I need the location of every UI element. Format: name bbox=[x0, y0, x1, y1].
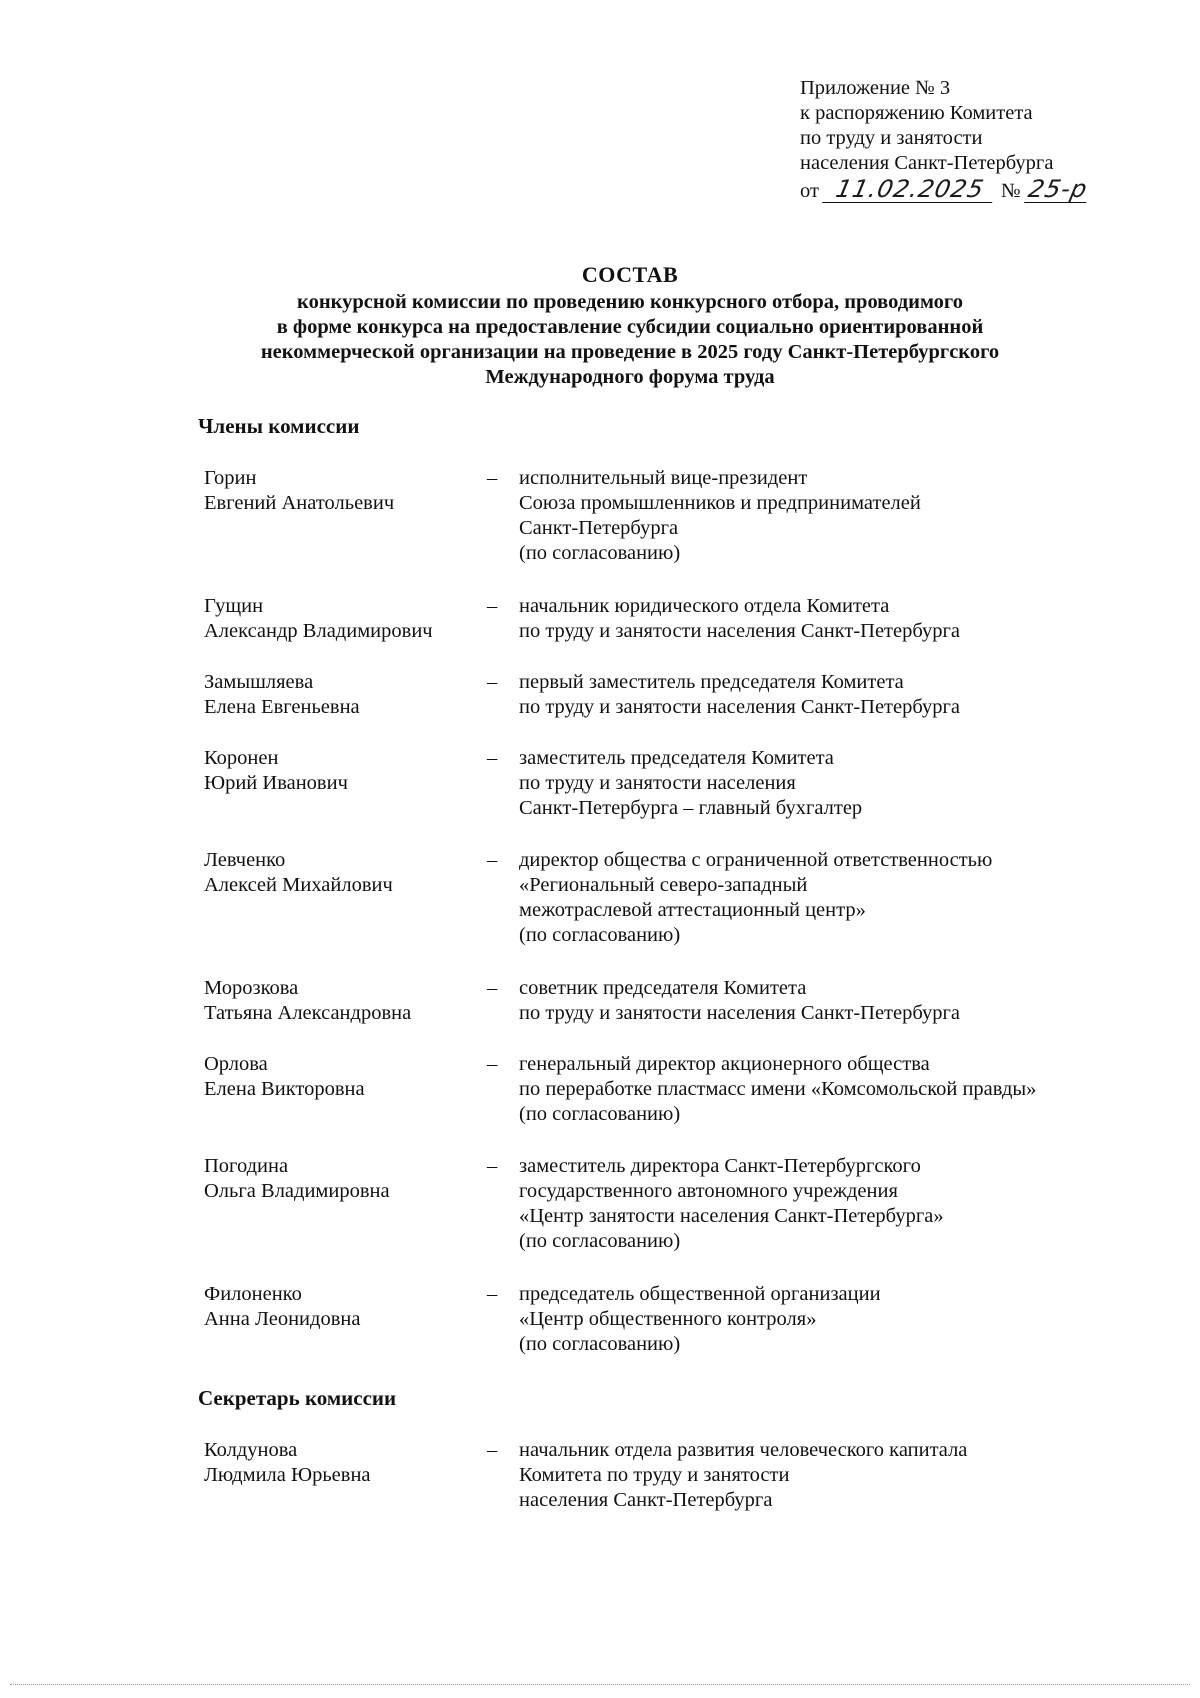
position-line: (по согласованию) bbox=[519, 542, 681, 564]
position-line: по переработке пластмасс имени «Комсомольской правды» bbox=[519, 1078, 1037, 1100]
position-line: по труду и занятости населения Санкт-Петербурга bbox=[519, 696, 961, 718]
member-surname: Филоненко bbox=[204, 1283, 302, 1305]
dash: – bbox=[487, 1155, 498, 1177]
secretary-surname: Колдунова bbox=[204, 1439, 298, 1461]
handwritten-number: 25-р bbox=[1025, 175, 1090, 203]
appendix-line: Приложение № 3 bbox=[800, 77, 951, 99]
dash: – bbox=[487, 849, 498, 871]
member-name bbox=[204, 848, 484, 898]
member-surname: Погодина bbox=[204, 1155, 289, 1177]
position-line: населения Санкт-Петербурга bbox=[519, 1489, 773, 1511]
position-line: начальник отдела развития человеческого капитала bbox=[519, 1439, 968, 1461]
dash: – bbox=[487, 1439, 498, 1461]
dash: – bbox=[487, 671, 498, 693]
members-heading: Члены комиссии bbox=[198, 414, 360, 438]
appendix-line: населения Санкт-Петербурга bbox=[800, 152, 1054, 174]
member-given-names: Евгений Анатольевич bbox=[204, 492, 395, 514]
member-surname: Горин bbox=[204, 467, 257, 489]
member-surname: Морозкова bbox=[204, 977, 299, 999]
number-prefix: № bbox=[1000, 180, 1021, 202]
member-given-names: Анна Леонидовна bbox=[204, 1308, 361, 1330]
dash: – bbox=[487, 467, 498, 489]
appendix-line: к распоряжению Комитета bbox=[800, 102, 1033, 124]
appendix-date-line bbox=[800, 176, 1160, 204]
secretary-name bbox=[204, 1438, 484, 1488]
position-line: межотраслевой аттестационный центр» bbox=[519, 899, 866, 921]
position-line: начальник юридического отдела Комитета bbox=[519, 595, 890, 617]
member-name bbox=[204, 466, 484, 516]
member-position bbox=[519, 976, 1119, 1026]
dash: – bbox=[487, 1283, 498, 1305]
position-line: Комитета по труду и занятости bbox=[519, 1464, 790, 1486]
member-position bbox=[519, 1282, 1119, 1357]
appendix-block bbox=[800, 76, 1160, 204]
member-name bbox=[204, 670, 484, 720]
member-given-names: Ольга Владимировна bbox=[204, 1180, 390, 1202]
position-line: по труду и занятости населения bbox=[519, 772, 796, 794]
member-surname: Орлова bbox=[204, 1053, 268, 1075]
member-given-names: Александр Владимирович bbox=[204, 620, 433, 642]
title-line: некоммерческой организации на проведение в 2025 году Санкт-Петербургского bbox=[260, 341, 1000, 363]
member-surname: Гущин bbox=[204, 595, 264, 617]
title-line: конкурсной комиссии по проведению конкурсного отбора, проводимого bbox=[297, 291, 963, 313]
member-given-names: Елена Викторовна bbox=[204, 1078, 365, 1100]
document-title bbox=[190, 262, 1070, 390]
member-position bbox=[519, 594, 1119, 644]
position-line: генеральный директор акционерного общества bbox=[519, 1053, 930, 1075]
position-line: по труду и занятости населения Санкт-Петербурга bbox=[519, 1002, 961, 1024]
position-line: советник председателя Комитета bbox=[519, 977, 807, 999]
secretary-heading: Секретарь комиссии bbox=[198, 1386, 397, 1410]
dash: – bbox=[487, 747, 498, 769]
position-line: директор общества с ограниченной ответственностью bbox=[519, 849, 993, 871]
dash: – bbox=[487, 595, 498, 617]
position-line: государственного автономного учреждения bbox=[519, 1180, 898, 1202]
member-position bbox=[519, 466, 1119, 566]
secretary-position bbox=[519, 1438, 1119, 1513]
scan-bottom-edge bbox=[10, 1684, 1190, 1685]
position-line: (по согласованию) bbox=[519, 1103, 681, 1125]
member-position bbox=[519, 1052, 1119, 1127]
position-line: исполнительный вице-президент bbox=[519, 467, 808, 489]
title-line: Международного форума труда bbox=[485, 366, 775, 388]
position-line: по труду и занятости населения Санкт-Петербурга bbox=[519, 620, 961, 642]
position-line: заместитель директора Санкт-Петербургского bbox=[519, 1155, 921, 1177]
member-given-names: Елена Евгеньевна bbox=[204, 696, 360, 718]
member-name bbox=[204, 1282, 484, 1332]
dash: – bbox=[487, 977, 498, 999]
member-given-names: Алексей Михайлович bbox=[204, 874, 393, 896]
position-line: Союза промышленников и предпринимателей bbox=[519, 492, 921, 514]
member-surname: Замышляева bbox=[204, 671, 314, 693]
member-position bbox=[519, 670, 1119, 720]
position-line: «Региональный северо-западный bbox=[519, 874, 808, 896]
appendix-line: по труду и занятости bbox=[800, 127, 983, 149]
member-given-names: Юрий Иванович bbox=[204, 772, 348, 794]
member-name bbox=[204, 1052, 484, 1102]
member-position bbox=[519, 848, 1119, 948]
position-line: заместитель председателя Комитета bbox=[519, 747, 834, 769]
position-line: (по согласованию) bbox=[519, 1230, 681, 1252]
date-prefix: от bbox=[800, 180, 819, 202]
position-line: председатель общественной организации bbox=[519, 1283, 881, 1305]
position-line: (по согласованию) bbox=[519, 924, 681, 946]
member-position bbox=[519, 746, 1119, 821]
member-name bbox=[204, 1154, 484, 1204]
secretary-given-names: Людмила Юрьевна bbox=[204, 1464, 371, 1486]
member-given-names: Татьяна Александровна bbox=[204, 1002, 412, 1024]
dash: – bbox=[487, 1053, 498, 1075]
member-name bbox=[204, 976, 484, 1026]
member-surname: Левченко bbox=[204, 849, 286, 871]
member-name bbox=[204, 594, 484, 644]
title-line: в форме конкурса на предоставление субсидии социально ориентированной bbox=[276, 316, 984, 338]
member-surname: Коронен bbox=[204, 747, 279, 769]
member-name bbox=[204, 746, 484, 796]
position-line: первый заместитель председателя Комитета bbox=[519, 671, 904, 693]
handwritten-date: 11.02.2025 bbox=[822, 176, 998, 203]
position-line: (по согласованию) bbox=[519, 1333, 681, 1355]
position-line: «Центр общественного контроля» bbox=[519, 1308, 817, 1330]
title-main: СОСТАВ bbox=[581, 262, 679, 287]
position-line: «Центр занятости населения Санкт-Петербурга» bbox=[519, 1205, 944, 1227]
member-position bbox=[519, 1154, 1119, 1254]
position-line: Санкт-Петербурга – главный бухгалтер bbox=[519, 797, 863, 819]
position-line: Санкт-Петербурга bbox=[519, 517, 679, 539]
